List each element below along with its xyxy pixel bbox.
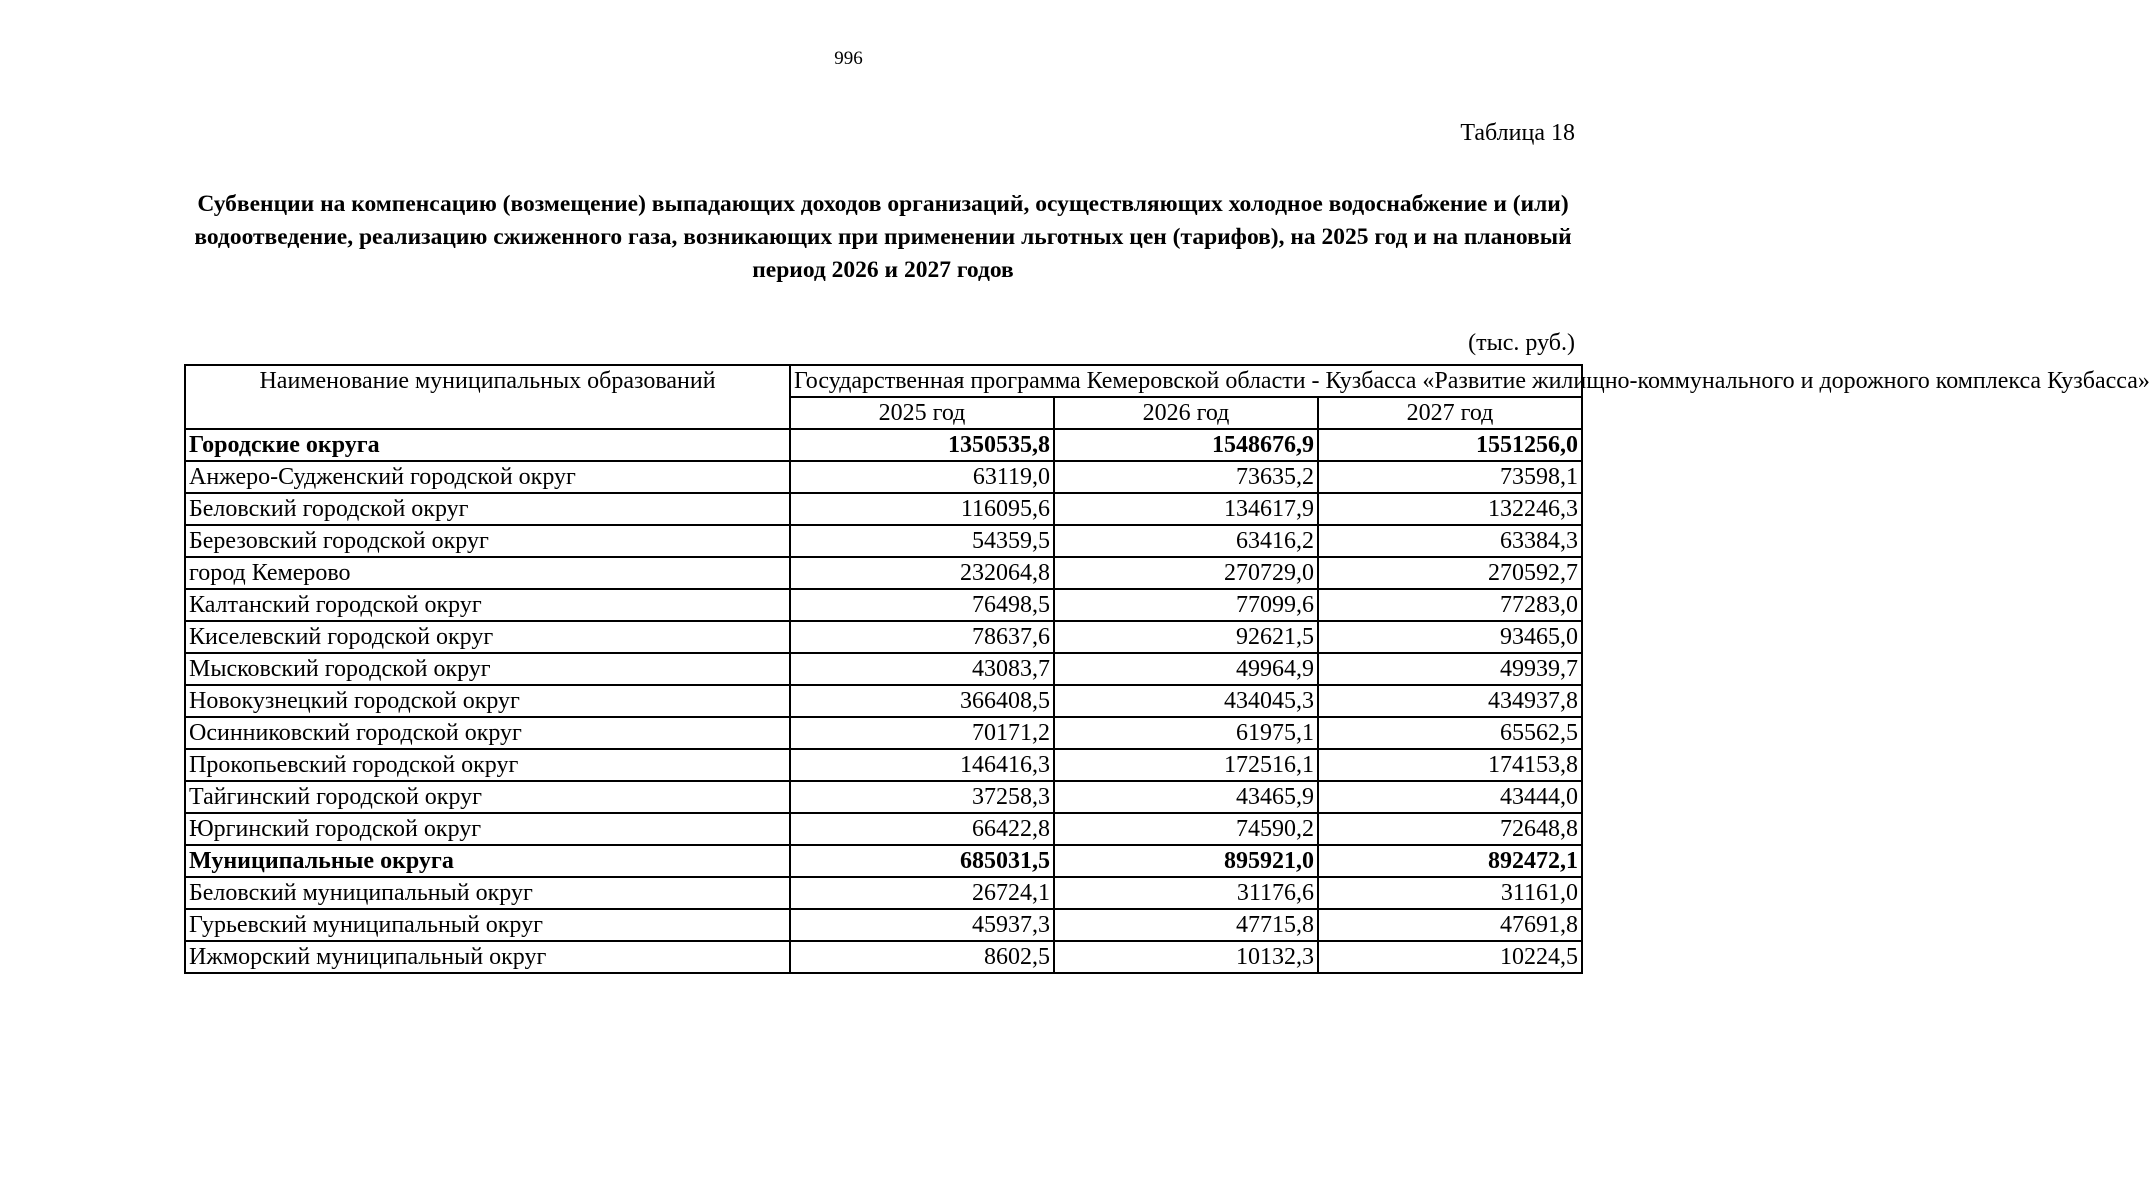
value-2026-cell: 92621,5: [1054, 621, 1318, 653]
value-2026-cell: 270729,0: [1054, 557, 1318, 589]
municipality-name-cell: Юргинский городской округ: [185, 813, 790, 845]
value-2026-cell: 43465,9: [1054, 781, 1318, 813]
value-2025-cell: 37258,3: [790, 781, 1054, 813]
value-2026-cell: 134617,9: [1054, 493, 1318, 525]
table-row-total: [185, 429, 1582, 461]
value-2027-cell: 72648,8: [1318, 813, 1582, 845]
municipality-name-cell: Березовский городской округ: [185, 525, 790, 557]
table-row: [185, 685, 1582, 717]
value-2027-cell: 93465,0: [1318, 621, 1582, 653]
table-row-total: [185, 845, 1582, 877]
value-2026-cell: 1548676,9: [1054, 429, 1318, 461]
table-row: [185, 813, 1582, 845]
table-label: Таблица 18: [1460, 120, 1575, 146]
value-2027-cell: 49939,7: [1318, 653, 1582, 685]
table-row: [185, 749, 1582, 781]
header-year-2027: 2027 год: [1318, 397, 1582, 429]
table-row: [185, 877, 1582, 909]
header-row: [185, 365, 1582, 397]
value-2026-cell: 74590,2: [1054, 813, 1318, 845]
value-2025-cell: 232064,8: [790, 557, 1054, 589]
municipality-name-cell: Анжеро-Судженский городской округ: [185, 461, 790, 493]
value-2027-cell: 174153,8: [1318, 749, 1582, 781]
value-2027-cell: 63384,3: [1318, 525, 1582, 557]
header-year-2025: 2025 год: [790, 397, 1054, 429]
value-2027-cell: 132246,3: [1318, 493, 1582, 525]
value-2025-cell: 366408,5: [790, 685, 1054, 717]
value-2026-cell: 49964,9: [1054, 653, 1318, 685]
table-row: [185, 557, 1582, 589]
header-state-program: Государственная программа Кемеровской области - Кузбасса «Развитие жилищно-коммунального и дорожного комплекса Кузбасса»: [790, 365, 1582, 397]
value-2025-cell: 685031,5: [790, 845, 1054, 877]
document-title: Субвенции на компенсацию (возмещение) выпадающих доходов организаций, осуществляющих холодное водоснабжение и (или) водоотведение, реализацию сжиженного газа, возникающих при применении льготных цен (тарифов), на 2025 год и на плановый период 2026 и 2027 годов: [194, 191, 1572, 283]
table-row: [185, 493, 1582, 525]
value-2025-cell: 146416,3: [790, 749, 1054, 781]
value-2025-cell: 116095,6: [790, 493, 1054, 525]
value-2026-cell: 434045,3: [1054, 685, 1318, 717]
value-2026-cell: 73635,2: [1054, 461, 1318, 493]
value-2027-cell: 73598,1: [1318, 461, 1582, 493]
table-row: [185, 461, 1582, 493]
value-2025-cell: 63119,0: [790, 461, 1054, 493]
value-2026-cell: 172516,1: [1054, 749, 1318, 781]
value-2025-cell: 78637,6: [790, 621, 1054, 653]
municipality-name-cell: Осинниковский городской округ: [185, 717, 790, 749]
municipality-name-cell: Прокопьевский городской округ: [185, 749, 790, 781]
value-2027-cell: 270592,7: [1318, 557, 1582, 589]
value-2025-cell: 8602,5: [790, 941, 1054, 973]
value-2027-cell: 434937,8: [1318, 685, 1582, 717]
header-year-2026: 2026 год: [1054, 397, 1318, 429]
value-2025-cell: 45937,3: [790, 909, 1054, 941]
value-2025-cell: 70171,2: [790, 717, 1054, 749]
value-2025-cell: 43083,7: [790, 653, 1054, 685]
municipality-name-cell: Муниципальные округа: [185, 845, 790, 877]
value-2027-cell: 10224,5: [1318, 941, 1582, 973]
municipality-name-cell: Новокузнецкий городской округ: [185, 685, 790, 717]
municipality-name-cell: Городские округа: [185, 429, 790, 461]
page-number: 996: [834, 48, 863, 69]
value-2027-cell: 77283,0: [1318, 589, 1582, 621]
table-row: [185, 941, 1582, 973]
value-2027-cell: 47691,8: [1318, 909, 1582, 941]
table-row: [185, 621, 1582, 653]
table-row: [185, 525, 1582, 557]
header-municipality-name: Наименование муниципальных образований: [185, 365, 790, 429]
value-2026-cell: 31176,6: [1054, 877, 1318, 909]
value-2026-cell: 61975,1: [1054, 717, 1318, 749]
value-2025-cell: 1350535,8: [790, 429, 1054, 461]
table-row: [185, 589, 1582, 621]
municipality-name-cell: Гурьевский муниципальный округ: [185, 909, 790, 941]
table-row: [185, 653, 1582, 685]
value-2027-cell: 43444,0: [1318, 781, 1582, 813]
value-2027-cell: 1551256,0: [1318, 429, 1582, 461]
municipality-name-cell: Киселевский городской округ: [185, 621, 790, 653]
value-2027-cell: 65562,5: [1318, 717, 1582, 749]
value-2026-cell: 47715,8: [1054, 909, 1318, 941]
value-2026-cell: 77099,6: [1054, 589, 1318, 621]
municipality-name-cell: Беловский муниципальный округ: [185, 877, 790, 909]
value-2027-cell: 892472,1: [1318, 845, 1582, 877]
value-2025-cell: 26724,1: [790, 877, 1054, 909]
value-2026-cell: 63416,2: [1054, 525, 1318, 557]
municipality-name-cell: Мысковский городской округ: [185, 653, 790, 685]
table-row: [185, 909, 1582, 941]
value-2025-cell: 54359,5: [790, 525, 1054, 557]
value-2025-cell: 66422,8: [790, 813, 1054, 845]
table-body: [185, 429, 1582, 973]
value-2027-cell: 31161,0: [1318, 877, 1582, 909]
subventions-table: [184, 364, 2150, 974]
units-label: (тыс. руб.): [1468, 330, 1575, 356]
table-row: [185, 781, 1582, 813]
value-2025-cell: 76498,5: [790, 589, 1054, 621]
municipality-name-cell: город Кемерово: [185, 557, 790, 589]
municipality-name-cell: Калтанский городской округ: [185, 589, 790, 621]
municipality-name-cell: Беловский городской округ: [185, 493, 790, 525]
value-2026-cell: 10132,3: [1054, 941, 1318, 973]
municipality-name-cell: Тайгинский городской округ: [185, 781, 790, 813]
municipality-name-cell: Ижморский муниципальный округ: [185, 941, 790, 973]
table-row: [185, 717, 1582, 749]
value-2026-cell: 895921,0: [1054, 845, 1318, 877]
